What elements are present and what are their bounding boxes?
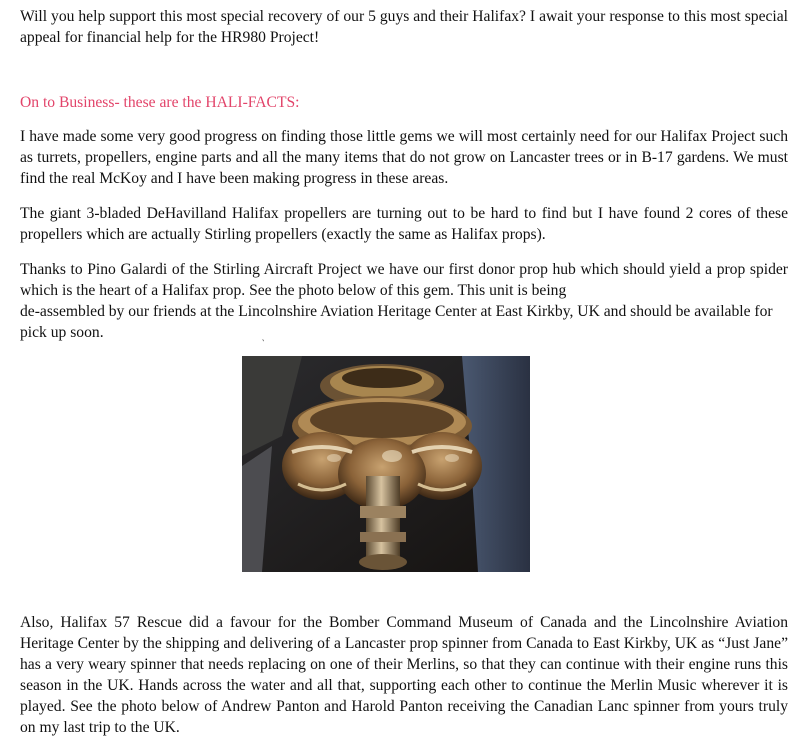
progress-paragraph: I have made some very good progress on finding those little gems we will most certainly need for our Halifax Project such as turrets, propellers, engine parts and all the many items that do not grow on Lancaster trees or in B-17 gardens. We must find the real McKoy and I have been making progress in these areas.: [20, 128, 788, 187]
propellers-paragraph: The giant 3-bladed DeHavilland Halifax propellers are turning out to be hard to find but I have found 2 cores of these propellers which are actually Stirling propellers (exactly the same as Halifax props).: [20, 205, 788, 243]
scan-speck: ‵: [262, 339, 265, 350]
spinner-paragraph: Also, Halifax 57 Rescue did a favour for the Bomber Command Museum of Canada and the Lincolnshire Aviation Heritage Center by the shipping and delivering of a Lancaster prop spinner from Canada to East Kirkby, UK as “Just Jane” has a very weary spinner that needs replacing on one of their Merlins, so that they can continue with their engine runs this season in the UK. Hands across the water and all that, supporting each other to continue the Merlin Music wherever it is played. See the photo below of Andrew Panton and Harold Panton receiving the Canadian Lanc spinner from yours truly on my last trip to the UK.: [20, 614, 788, 736]
section-heading: On to Business- these are the HALI-FACTS:: [20, 94, 300, 111]
donor-hub-paragraph-part2: de-assembled by our friends at the Lincolnshire Aviation Heritage Center at East Kirkby, UK and should be available for pick up soon.: [20, 303, 773, 341]
prop-spider-photo: [242, 356, 530, 572]
intro-paragraph: Will you help support this most special recovery of our 5 guys and their Halifax? I await your response to this most special appeal for financial help for the HR980 Project!: [20, 8, 788, 46]
donor-hub-paragraph-part1: Thanks to Pino Galardi of the Stirling Aircraft Project we have our first donor prop hub which should yield a prop spider which is the heart of a Halifax prop. See the photo below of this gem. This unit is being: [20, 261, 788, 299]
